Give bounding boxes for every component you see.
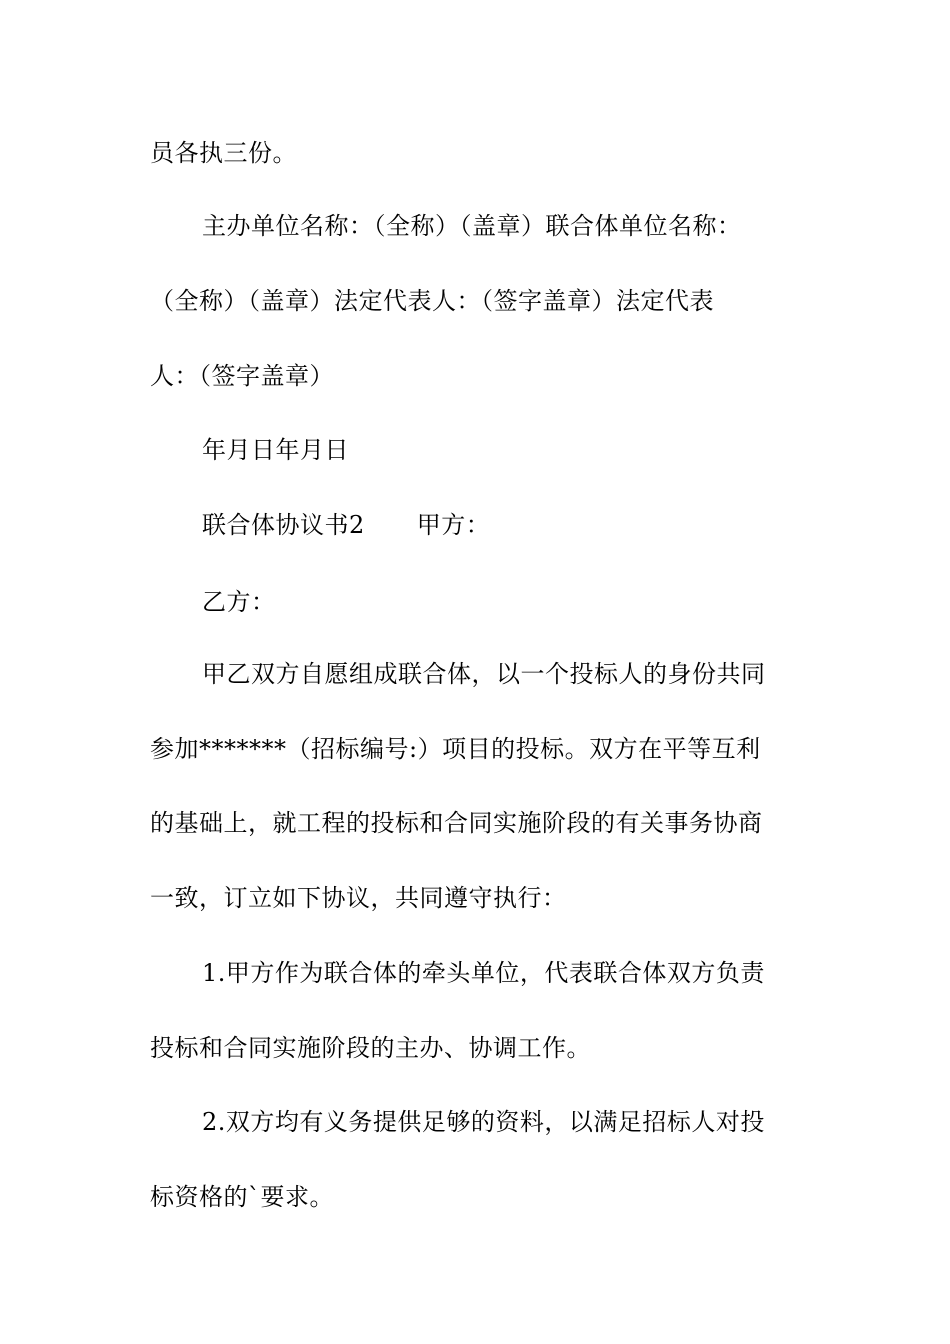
agreement-title: 联合体协议书2: [202, 511, 365, 539]
paragraph-line: 人：（签字盖章）: [150, 362, 334, 390]
paragraph-line: 投标和合同实施阶段的主办、协调工作。: [150, 1034, 591, 1062]
paragraph-line: （全称）（盖章）法定代表人：（签字盖章）法定代表: [150, 287, 714, 315]
paragraph-line: 甲乙双方自愿组成联合体，以一个投标人的身份共同: [202, 660, 766, 688]
paragraph-line: 主办单位名称：（全称）（盖章）联合体单位名称：: [202, 212, 742, 240]
paragraph-line: 1.甲方作为联合体的牵头单位，代表联合体双方负责: [202, 959, 765, 987]
party-b-label: 乙方：: [202, 588, 276, 616]
paragraph-line: 标资格的`要求。: [150, 1183, 334, 1211]
paragraph-line: 的基础上，就工程的投标和合同实施阶段的有关事务协商: [150, 809, 763, 837]
paragraph-line: 一致，订立如下协议，共同遵守执行：: [150, 884, 567, 912]
heading-line: [202, 508, 800, 542]
paragraph-line: 员各执三份。: [150, 139, 297, 167]
party-a-label: 甲方：: [416, 511, 491, 539]
paragraph-line: 参加*******（招标编号:）项目的投标。双方在平等互利: [150, 735, 761, 763]
paragraph-line: 年月日年月日: [202, 436, 349, 464]
paragraph-line: 2.双方均有义务提供足够的资料，以满足招标人对投: [202, 1108, 765, 1136]
